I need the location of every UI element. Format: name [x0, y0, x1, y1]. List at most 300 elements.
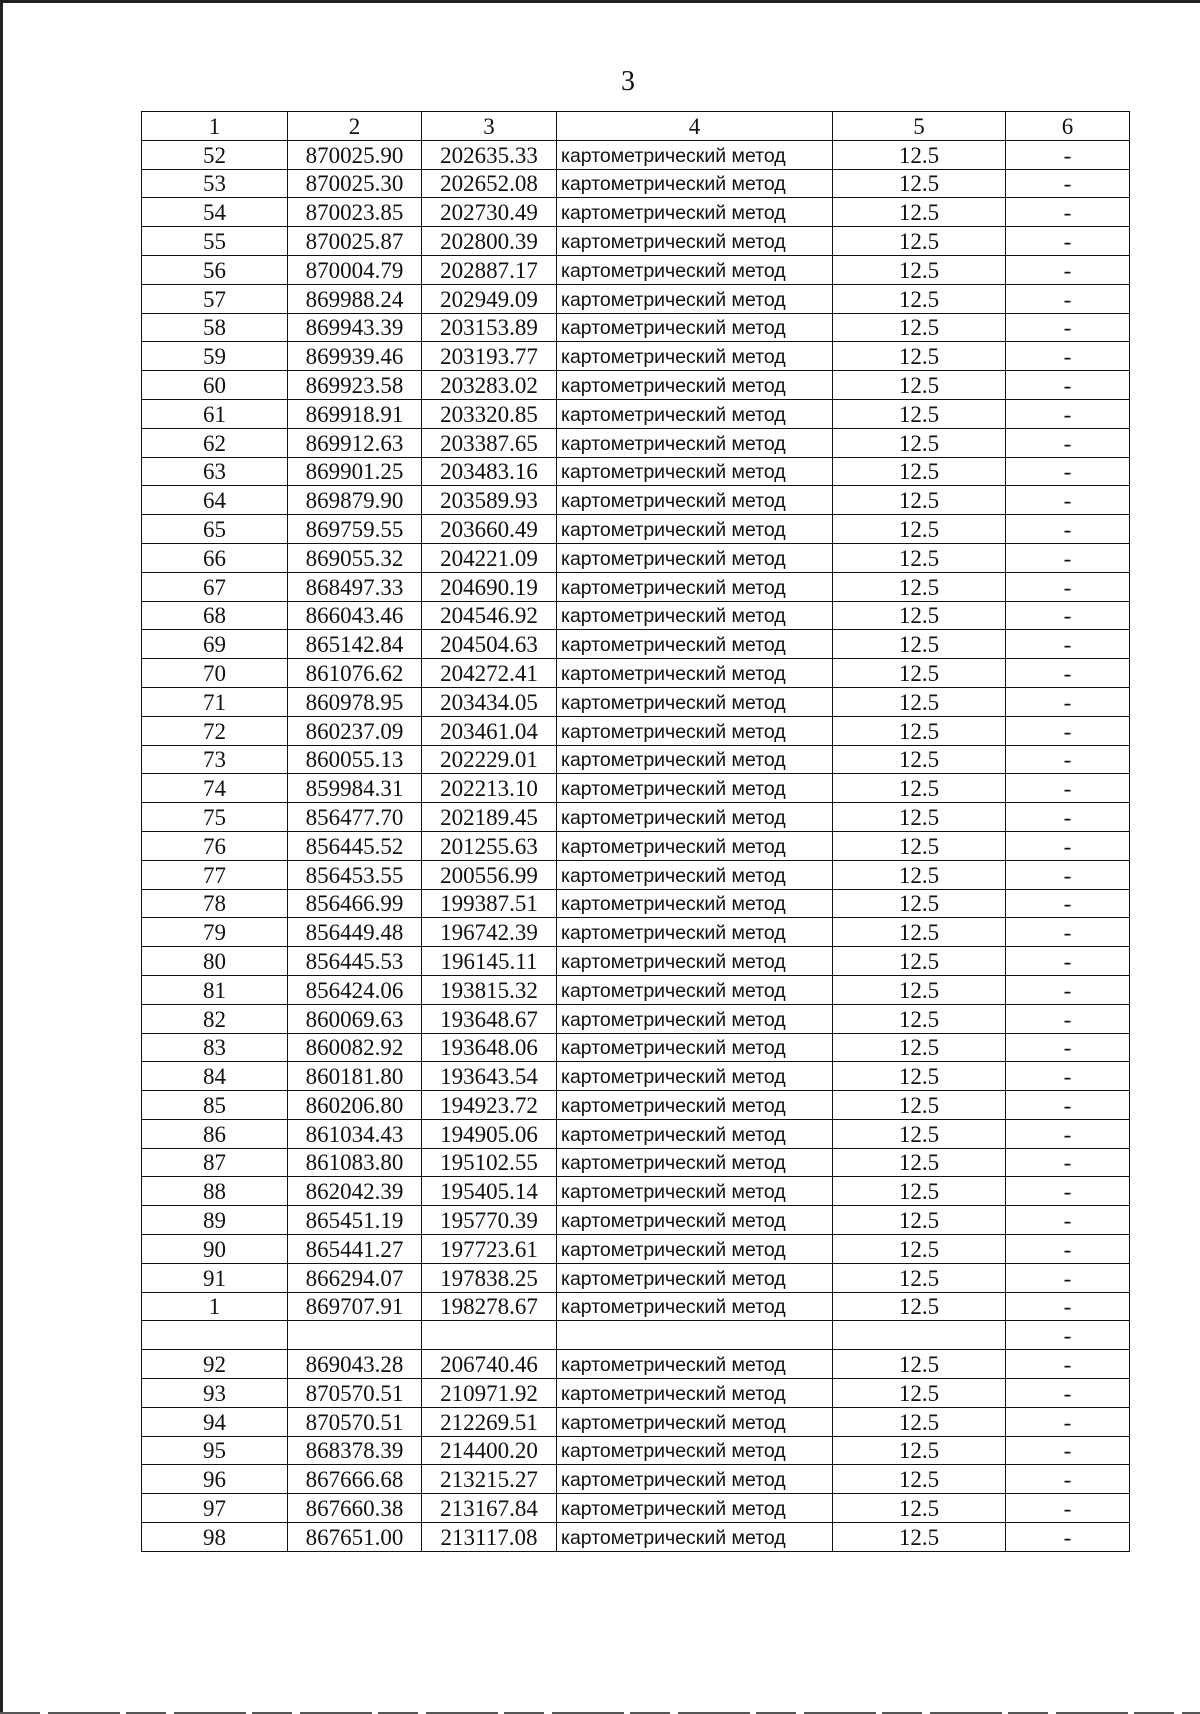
- method-cell: картометрический метод: [557, 1033, 833, 1062]
- accuracy-cell: 12.5: [833, 572, 1006, 601]
- description-cell: -: [1006, 543, 1130, 572]
- description-cell: -: [1006, 1292, 1130, 1321]
- method-cell: картометрический метод: [557, 1177, 833, 1206]
- x-coordinate-cell: 860055.13: [288, 745, 422, 774]
- point-number-cell: 57: [142, 284, 288, 313]
- accuracy-cell: 12.5: [833, 1033, 1006, 1062]
- description-cell: -: [1006, 457, 1130, 486]
- description-cell: -: [1006, 1062, 1130, 1091]
- y-coordinate-cell: 202887.17: [422, 255, 557, 284]
- accuracy-cell: 12.5: [833, 774, 1006, 803]
- point-number-cell: 63: [142, 457, 288, 486]
- table-row: [142, 774, 1130, 803]
- table-row: [142, 601, 1130, 630]
- description-cell: -: [1006, 687, 1130, 716]
- point-number-cell: 85: [142, 1091, 288, 1120]
- point-number-cell: 89: [142, 1206, 288, 1235]
- method-cell: картометрический метод: [557, 716, 833, 745]
- accuracy-cell: 12.5: [833, 803, 1006, 832]
- point-number-cell: 98: [142, 1523, 288, 1552]
- y-coordinate-cell: 214400.20: [422, 1436, 557, 1465]
- method-cell: картометрический метод: [557, 1494, 833, 1523]
- x-coordinate-cell: [288, 1321, 422, 1350]
- method-cell: картометрический метод: [557, 745, 833, 774]
- y-coordinate-cell: [422, 1321, 557, 1350]
- y-coordinate-cell: 203434.05: [422, 687, 557, 716]
- y-coordinate-cell: 193648.67: [422, 1004, 557, 1033]
- method-cell: картометрический метод: [557, 889, 833, 918]
- accuracy-cell: 12.5: [833, 399, 1006, 428]
- table-row: [142, 1004, 1130, 1033]
- y-coordinate-cell: 204504.63: [422, 630, 557, 659]
- point-number-cell: 93: [142, 1379, 288, 1408]
- column-header: 2: [288, 112, 422, 141]
- y-coordinate-cell: 213167.84: [422, 1494, 557, 1523]
- x-coordinate-cell: 856453.55: [288, 860, 422, 889]
- accuracy-cell: 12.5: [833, 342, 1006, 371]
- y-coordinate-cell: 195405.14: [422, 1177, 557, 1206]
- y-coordinate-cell: 203387.65: [422, 428, 557, 457]
- header-row: [142, 112, 1130, 141]
- x-coordinate-cell: 869055.32: [288, 543, 422, 572]
- point-number-cell: 58: [142, 313, 288, 342]
- x-coordinate-cell: 856445.52: [288, 831, 422, 860]
- y-coordinate-cell: 202635.33: [422, 140, 557, 169]
- description-cell: -: [1006, 486, 1130, 515]
- method-cell: картометрический метод: [557, 918, 833, 947]
- x-coordinate-cell: 870004.79: [288, 255, 422, 284]
- page-number: 3: [621, 66, 635, 97]
- table-row: [142, 1350, 1130, 1379]
- x-coordinate-cell: 869923.58: [288, 371, 422, 400]
- x-coordinate-cell: 861076.62: [288, 659, 422, 688]
- description-cell: -: [1006, 630, 1130, 659]
- point-number-cell: 75: [142, 803, 288, 832]
- point-number-cell: 55: [142, 227, 288, 256]
- point-number-cell: 67: [142, 572, 288, 601]
- x-coordinate-cell: 869943.39: [288, 313, 422, 342]
- y-coordinate-cell: 197723.61: [422, 1235, 557, 1264]
- table-row: [142, 1148, 1130, 1177]
- point-number-cell: 84: [142, 1062, 288, 1091]
- scan-edge-left: [0, 0, 3, 1714]
- point-number-cell: 62: [142, 428, 288, 457]
- y-coordinate-cell: 206740.46: [422, 1350, 557, 1379]
- table-row: [142, 313, 1130, 342]
- x-coordinate-cell: 856477.70: [288, 803, 422, 832]
- x-coordinate-cell: 868378.39: [288, 1436, 422, 1465]
- point-number-cell: 66: [142, 543, 288, 572]
- table-row: [142, 1465, 1130, 1494]
- accuracy-cell: 12.5: [833, 1004, 1006, 1033]
- method-cell: картометрический метод: [557, 1004, 833, 1033]
- method-cell: картометрический метод: [557, 831, 833, 860]
- x-coordinate-cell: 865451.19: [288, 1206, 422, 1235]
- accuracy-cell: 12.5: [833, 687, 1006, 716]
- accuracy-cell: 12.5: [833, 918, 1006, 947]
- description-cell: -: [1006, 947, 1130, 976]
- method-cell: картометрический метод: [557, 198, 833, 227]
- point-number-cell: 96: [142, 1465, 288, 1494]
- point-number-cell: 53: [142, 169, 288, 198]
- description-cell: -: [1006, 169, 1130, 198]
- x-coordinate-cell: 869759.55: [288, 515, 422, 544]
- description-cell: -: [1006, 1379, 1130, 1408]
- accuracy-cell: 12.5: [833, 169, 1006, 198]
- method-cell: картометрический метод: [557, 486, 833, 515]
- method-cell: картометрический метод: [557, 1292, 833, 1321]
- point-number-cell: 70: [142, 659, 288, 688]
- method-cell: картометрический метод: [557, 659, 833, 688]
- table-row: [142, 687, 1130, 716]
- table-row: [142, 486, 1130, 515]
- description-cell: -: [1006, 1119, 1130, 1148]
- x-coordinate-cell: 862042.39: [288, 1177, 422, 1206]
- accuracy-cell: 12.5: [833, 140, 1006, 169]
- accuracy-cell: 12.5: [833, 1177, 1006, 1206]
- method-cell: картометрический метод: [557, 140, 833, 169]
- y-coordinate-cell: 213117.08: [422, 1523, 557, 1552]
- x-coordinate-cell: 856466.99: [288, 889, 422, 918]
- x-coordinate-cell: 869939.46: [288, 342, 422, 371]
- description-cell: -: [1006, 140, 1130, 169]
- x-coordinate-cell: 867666.68: [288, 1465, 422, 1494]
- y-coordinate-cell: 193643.54: [422, 1062, 557, 1091]
- y-coordinate-cell: 202213.10: [422, 774, 557, 803]
- point-number-cell: 65: [142, 515, 288, 544]
- point-number-cell: 94: [142, 1407, 288, 1436]
- point-number-cell: 97: [142, 1494, 288, 1523]
- accuracy-cell: 12.5: [833, 860, 1006, 889]
- description-cell: -: [1006, 803, 1130, 832]
- accuracy-cell: 12.5: [833, 457, 1006, 486]
- y-coordinate-cell: 213215.27: [422, 1465, 557, 1494]
- table-row: [142, 572, 1130, 601]
- table-row: [142, 630, 1130, 659]
- table-row: [142, 1119, 1130, 1148]
- description-cell: -: [1006, 889, 1130, 918]
- description-cell: -: [1006, 342, 1130, 371]
- description-cell: -: [1006, 399, 1130, 428]
- point-number-cell: 78: [142, 889, 288, 918]
- accuracy-cell: 12.5: [833, 1523, 1006, 1552]
- accuracy-cell: 12.5: [833, 1436, 1006, 1465]
- accuracy-cell: 12.5: [833, 716, 1006, 745]
- point-number-cell: 54: [142, 198, 288, 227]
- accuracy-cell: 12.5: [833, 1091, 1006, 1120]
- y-coordinate-cell: 202800.39: [422, 227, 557, 256]
- description-cell: -: [1006, 515, 1130, 544]
- y-coordinate-cell: 200556.99: [422, 860, 557, 889]
- accuracy-cell: 12.5: [833, 371, 1006, 400]
- description-cell: -: [1006, 1350, 1130, 1379]
- point-number-cell: 56: [142, 255, 288, 284]
- method-cell: картометрический метод: [557, 1523, 833, 1552]
- point-number-cell: 52: [142, 140, 288, 169]
- point-number-cell: 92: [142, 1350, 288, 1379]
- y-coordinate-cell: 203483.16: [422, 457, 557, 486]
- method-cell: картометрический метод: [557, 342, 833, 371]
- description-cell: -: [1006, 1465, 1130, 1494]
- table-row: [142, 169, 1130, 198]
- description-cell: -: [1006, 428, 1130, 457]
- x-coordinate-cell: 860069.63: [288, 1004, 422, 1033]
- description-cell: -: [1006, 1321, 1130, 1350]
- table-row: [142, 889, 1130, 918]
- description-cell: -: [1006, 313, 1130, 342]
- y-coordinate-cell: 202730.49: [422, 198, 557, 227]
- x-coordinate-cell: 868497.33: [288, 572, 422, 601]
- column-header: 6: [1006, 112, 1130, 141]
- column-header: 1: [142, 112, 288, 141]
- accuracy-cell: 12.5: [833, 1206, 1006, 1235]
- x-coordinate-cell: 870025.30: [288, 169, 422, 198]
- column-header: 5: [833, 112, 1006, 141]
- x-coordinate-cell: 866294.07: [288, 1263, 422, 1292]
- accuracy-cell: 12.5: [833, 198, 1006, 227]
- accuracy-cell: 12.5: [833, 831, 1006, 860]
- accuracy-cell: 12.5: [833, 1350, 1006, 1379]
- accuracy-cell: 12.5: [833, 1292, 1006, 1321]
- accuracy-cell: 12.5: [833, 255, 1006, 284]
- x-coordinate-cell: 870570.51: [288, 1379, 422, 1408]
- description-cell: -: [1006, 1033, 1130, 1062]
- point-number-cell: [142, 1321, 288, 1350]
- point-number-cell: 72: [142, 716, 288, 745]
- table-row: [142, 860, 1130, 889]
- point-number-cell: 68: [142, 601, 288, 630]
- method-cell: картометрический метод: [557, 169, 833, 198]
- description-cell: -: [1006, 1235, 1130, 1264]
- accuracy-cell: 12.5: [833, 1062, 1006, 1091]
- accuracy-cell: 12.5: [833, 1494, 1006, 1523]
- y-coordinate-cell: 202189.45: [422, 803, 557, 832]
- method-cell: картометрический метод: [557, 284, 833, 313]
- method-cell: картометрический метод: [557, 1206, 833, 1235]
- point-number-cell: 73: [142, 745, 288, 774]
- description-cell: -: [1006, 1004, 1130, 1033]
- x-coordinate-cell: 860206.80: [288, 1091, 422, 1120]
- description-cell: -: [1006, 1436, 1130, 1465]
- table-row: [142, 457, 1130, 486]
- table-row: [142, 745, 1130, 774]
- table-row: [142, 1177, 1130, 1206]
- point-number-cell: 60: [142, 371, 288, 400]
- accuracy-cell: 12.5: [833, 428, 1006, 457]
- table-row: [142, 255, 1130, 284]
- accuracy-cell: 12.5: [833, 227, 1006, 256]
- y-coordinate-cell: 196145.11: [422, 947, 557, 976]
- y-coordinate-cell: 203320.85: [422, 399, 557, 428]
- point-number-cell: 82: [142, 1004, 288, 1033]
- description-cell: -: [1006, 716, 1130, 745]
- y-coordinate-cell: 193815.32: [422, 975, 557, 1004]
- x-coordinate-cell: 867651.00: [288, 1523, 422, 1552]
- table-row: [142, 1321, 1130, 1350]
- method-cell: картометрический метод: [557, 1350, 833, 1379]
- table-row: [142, 1062, 1130, 1091]
- table-row: [142, 1379, 1130, 1408]
- accuracy-cell: 12.5: [833, 486, 1006, 515]
- y-coordinate-cell: 202949.09: [422, 284, 557, 313]
- method-cell: картометрический метод: [557, 227, 833, 256]
- point-number-cell: 87: [142, 1148, 288, 1177]
- description-cell: -: [1006, 1263, 1130, 1292]
- point-number-cell: 79: [142, 918, 288, 947]
- method-cell: картометрический метод: [557, 428, 833, 457]
- table-row: [142, 716, 1130, 745]
- x-coordinate-cell: 860978.95: [288, 687, 422, 716]
- table-row: [142, 140, 1130, 169]
- point-number-cell: 69: [142, 630, 288, 659]
- description-cell: -: [1006, 831, 1130, 860]
- description-cell: -: [1006, 860, 1130, 889]
- x-coordinate-cell: 869901.25: [288, 457, 422, 486]
- table-row: [142, 1494, 1130, 1523]
- method-cell: картометрический метод: [557, 515, 833, 544]
- point-number-cell: 81: [142, 975, 288, 1004]
- table-row: [142, 1436, 1130, 1465]
- method-cell: картометрический метод: [557, 255, 833, 284]
- y-coordinate-cell: 204546.92: [422, 601, 557, 630]
- point-number-cell: 76: [142, 831, 288, 860]
- method-cell: картометрический метод: [557, 543, 833, 572]
- y-coordinate-cell: 201255.63: [422, 831, 557, 860]
- method-cell: картометрический метод: [557, 572, 833, 601]
- description-cell: -: [1006, 227, 1130, 256]
- y-coordinate-cell: 203589.93: [422, 486, 557, 515]
- description-cell: -: [1006, 198, 1130, 227]
- point-number-cell: 83: [142, 1033, 288, 1062]
- x-coordinate-cell: 869918.91: [288, 399, 422, 428]
- method-cell: картометрический метод: [557, 1465, 833, 1494]
- table-row: [142, 975, 1130, 1004]
- point-number-cell: 71: [142, 687, 288, 716]
- y-coordinate-cell: 203153.89: [422, 313, 557, 342]
- x-coordinate-cell: 870025.87: [288, 227, 422, 256]
- description-cell: -: [1006, 774, 1130, 803]
- accuracy-cell: 12.5: [833, 975, 1006, 1004]
- method-cell: картометрический метод: [557, 1119, 833, 1148]
- method-cell: картометрический метод: [557, 687, 833, 716]
- x-coordinate-cell: 861083.80: [288, 1148, 422, 1177]
- table-row: [142, 543, 1130, 572]
- table-row: [142, 947, 1130, 976]
- point-number-cell: 61: [142, 399, 288, 428]
- description-cell: -: [1006, 1148, 1130, 1177]
- description-cell: -: [1006, 601, 1130, 630]
- accuracy-cell: 12.5: [833, 947, 1006, 976]
- point-number-cell: 95: [142, 1436, 288, 1465]
- description-cell: -: [1006, 1407, 1130, 1436]
- x-coordinate-cell: 860181.80: [288, 1062, 422, 1091]
- point-number-cell: 90: [142, 1235, 288, 1264]
- y-coordinate-cell: 194905.06: [422, 1119, 557, 1148]
- description-cell: -: [1006, 1523, 1130, 1552]
- method-cell: картометрический метод: [557, 803, 833, 832]
- table-row: [142, 1033, 1130, 1062]
- method-cell: картометрический метод: [557, 1263, 833, 1292]
- method-cell: картометрический метод: [557, 774, 833, 803]
- table-row: [142, 1206, 1130, 1235]
- y-coordinate-cell: 199387.51: [422, 889, 557, 918]
- x-coordinate-cell: 870570.51: [288, 1407, 422, 1436]
- description-cell: -: [1006, 371, 1130, 400]
- y-coordinate-cell: 195770.39: [422, 1206, 557, 1235]
- table-row: [142, 371, 1130, 400]
- method-cell: картометрический метод: [557, 630, 833, 659]
- point-number-cell: 77: [142, 860, 288, 889]
- point-number-cell: 74: [142, 774, 288, 803]
- y-coordinate-cell: 197838.25: [422, 1263, 557, 1292]
- column-header: 4: [557, 112, 833, 141]
- method-cell: картометрический метод: [557, 371, 833, 400]
- x-coordinate-cell: 867660.38: [288, 1494, 422, 1523]
- description-cell: -: [1006, 918, 1130, 947]
- y-coordinate-cell: 196742.39: [422, 918, 557, 947]
- description-cell: -: [1006, 1177, 1130, 1206]
- x-coordinate-cell: 869707.91: [288, 1292, 422, 1321]
- x-coordinate-cell: 869912.63: [288, 428, 422, 457]
- accuracy-cell: 12.5: [833, 1263, 1006, 1292]
- table-row: [142, 1292, 1130, 1321]
- description-cell: -: [1006, 572, 1130, 601]
- x-coordinate-cell: 869879.90: [288, 486, 422, 515]
- method-cell: картометрический метод: [557, 1148, 833, 1177]
- table-row: [142, 515, 1130, 544]
- method-cell: [557, 1321, 833, 1350]
- method-cell: картометрический метод: [557, 457, 833, 486]
- x-coordinate-cell: 856449.48: [288, 918, 422, 947]
- description-cell: -: [1006, 975, 1130, 1004]
- point-number-cell: 59: [142, 342, 288, 371]
- y-coordinate-cell: 203193.77: [422, 342, 557, 371]
- method-cell: картометрический метод: [557, 1235, 833, 1264]
- method-cell: картометрический метод: [557, 975, 833, 1004]
- accuracy-cell: [833, 1321, 1006, 1350]
- y-coordinate-cell: 212269.51: [422, 1407, 557, 1436]
- method-cell: картометрический метод: [557, 947, 833, 976]
- x-coordinate-cell: 866043.46: [288, 601, 422, 630]
- accuracy-cell: 12.5: [833, 1148, 1006, 1177]
- accuracy-cell: 12.5: [833, 284, 1006, 313]
- accuracy-cell: 12.5: [833, 745, 1006, 774]
- description-cell: -: [1006, 1206, 1130, 1235]
- description-cell: -: [1006, 255, 1130, 284]
- table-row: [142, 918, 1130, 947]
- method-cell: картометрический метод: [557, 1062, 833, 1091]
- table-row: [142, 1235, 1130, 1264]
- table-row: [142, 428, 1130, 457]
- method-cell: картометрический метод: [557, 313, 833, 342]
- scan-edge-top: [0, 0, 1200, 3]
- y-coordinate-cell: 195102.55: [422, 1148, 557, 1177]
- table-row: [142, 284, 1130, 313]
- y-coordinate-cell: 210971.92: [422, 1379, 557, 1408]
- method-cell: картометрический метод: [557, 860, 833, 889]
- method-cell: картометрический метод: [557, 1436, 833, 1465]
- x-coordinate-cell: 859984.31: [288, 774, 422, 803]
- x-coordinate-cell: 869043.28: [288, 1350, 422, 1379]
- point-number-cell: 80: [142, 947, 288, 976]
- table-row: [142, 1407, 1130, 1436]
- table-row: [142, 227, 1130, 256]
- accuracy-cell: 12.5: [833, 1379, 1006, 1408]
- table-row: [142, 659, 1130, 688]
- y-coordinate-cell: 193648.06: [422, 1033, 557, 1062]
- accuracy-cell: 12.5: [833, 601, 1006, 630]
- x-coordinate-cell: 869988.24: [288, 284, 422, 313]
